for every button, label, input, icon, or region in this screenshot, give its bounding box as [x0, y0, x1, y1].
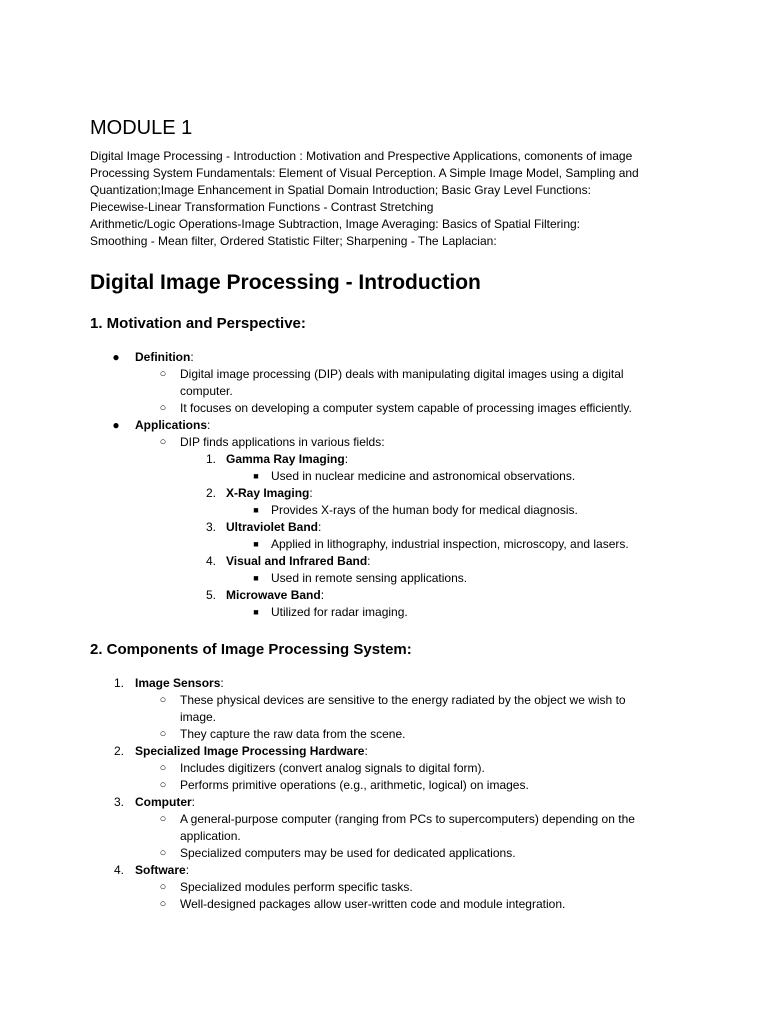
list-item: ○ Specialized computers may be used for dedicated applications. — [135, 845, 678, 862]
list-item: ○ Specialized modules perform specific tasks. — [135, 879, 678, 896]
application-field-item: 2. X-Ray Imaging: ■ Provides X-rays of the human body for medical diagnosis. — [180, 485, 678, 519]
list-item: ○ DIP finds applications in various fields: 1. Gamma Ray Imaging: ■ Used in nuclear medicine and astronomical observations. 2. X-Ray Imaging: ■ Provides X-rays of the human body for medical diagnosis. 3. Ultraviolet Band: ■ Applied in lithography, industrial inspection, microscopy, and lasers. 4. Visual and Infrared Band: ■ Used in remote sensing applications. 5. Microwave Band: ■ Utilized for radar imaging. — [135, 434, 678, 621]
module-title: MODULE 1 — [90, 117, 193, 139]
list-item: ○ It focuses on developing a computer system capable of processing images efficiently. — [135, 400, 678, 417]
list-item: ○ They capture the raw data from the scene. — [135, 726, 678, 743]
definition-sublist — [135, 366, 678, 417]
list-item: ○ These physical devices are sensitive to the energy radiated by the object we wish to image. — [135, 692, 678, 726]
applications-label: Applications — [135, 418, 208, 432]
square-marker: ■ — [253, 607, 259, 617]
circle-marker: ○ — [159, 881, 167, 893]
circle-marker: ○ — [159, 694, 167, 706]
syllabus-line: Quantization;Image Enhancement in Spatial Domain Introduction; Basic Gray Level Functions: — [90, 183, 591, 197]
application-field-item: 3. Ultraviolet Band: ■ Applied in lithography, industrial inspection, microscopy, and lasers. — [180, 519, 678, 553]
list-item: ○ A general-purpose computer (ranging from PCs to supercomputers) depending on the application. — [135, 811, 678, 845]
list-item: ○ Includes digitizers (convert analog signals to digital form). — [135, 760, 678, 777]
component-item: 2. Specialized Image Processing Hardware: ○ Includes digitizers (convert analog signals to digital form). ○ Performs primitive operations (e.g., arithmetic, logical) on images. — [90, 743, 678, 794]
section-heading-motivation: 1. Motivation and Perspective: — [90, 315, 306, 332]
circle-marker: ○ — [159, 436, 167, 448]
list-item: ○ Performs primitive operations (e.g., arithmetic, logical) on images. — [135, 777, 678, 794]
bullet-marker: ● — [112, 350, 120, 364]
syllabus-paragraph — [90, 148, 678, 250]
application-fields-list — [180, 451, 678, 621]
circle-marker: ○ — [159, 402, 167, 414]
list-item: ■ Used in remote sensing applications. — [226, 570, 678, 587]
square-marker: ■ — [253, 539, 259, 549]
section-heading-components: 2. Components of Image Processing System: — [90, 641, 412, 658]
circle-marker: ○ — [159, 779, 167, 791]
list-item: ○ Digital image processing (DIP) deals with manipulating digital images using a digital computer. — [135, 366, 678, 400]
applications-sublist — [135, 434, 678, 621]
application-field-item: 1. Gamma Ray Imaging: ■ Used in nuclear medicine and astronomical observations. — [180, 451, 678, 485]
circle-marker: ○ — [159, 898, 167, 910]
bullet-marker: ● — [112, 418, 120, 432]
component-item: 4. Software: ○ Specialized modules perform specific tasks. ○ Well-designed packages allow user-written code and module integration. — [90, 862, 678, 913]
syllabus-line: Smoothing - Mean filter, Ordered Statistic Filter; Sharpening - The Laplacian: — [90, 234, 497, 248]
syllabus-line: Arithmetic/Logic Operations-Image Subtraction, Image Averaging: Basics of Spatial Filtering: — [90, 217, 581, 231]
circle-marker: ○ — [159, 762, 167, 774]
list-item: ■ Utilized for radar imaging. — [226, 604, 678, 621]
components-list — [90, 675, 678, 913]
list-item-applications: ● Applications: ○ DIP finds applications in various fields: 1. Gamma Ray Imaging: ■ Used in nuclear medicine and astronomical observations. 2. X-Ray Imaging: ■ Provides X-rays of the human body for medical diagnosis. 3. Ultraviolet Band: ■ Applied in lithography, industrial inspection, microscopy, and lasers. 4. Visual and Infrared Band: ■ Used in remote sensing applications. 5. Microwave Band: ■ Utilized for radar imaging. — [90, 417, 678, 621]
circle-marker: ○ — [159, 813, 167, 825]
list-item-definition: ● Definition: ○ Digital image processing (DIP) deals with manipulating digital images using a digital computer. ○ It focuses on developing a computer system capable of processing images efficiently. — [90, 349, 678, 417]
motivation-list — [90, 349, 678, 621]
application-field-item: 4. Visual and Infrared Band: ■ Used in remote sensing applications. — [180, 553, 678, 587]
list-item: ■ Applied in lithography, industrial inspection, microscopy, and lasers. — [226, 536, 678, 553]
list-item: ○ Well-designed packages allow user-written code and module integration. — [135, 896, 678, 913]
square-marker: ■ — [253, 505, 259, 515]
application-field-item: 5. Microwave Band: ■ Utilized for radar imaging. — [180, 587, 678, 621]
circle-marker: ○ — [159, 368, 167, 380]
syllabus-line: Piecewise-Linear Transformation Functions - Contrast Stretching — [90, 200, 434, 214]
main-heading: Digital Image Processing - Introduction — [90, 271, 481, 294]
syllabus-line: Digital Image Processing - Introduction : Motivation and Prespective Applications, comonents of image — [90, 149, 633, 163]
list-item: ■ Used in nuclear medicine and astronomical observations. — [226, 468, 678, 485]
syllabus-line: Processing System Fundamentals: Element of Visual Perception. A Simple Image Model, Sampling and — [90, 166, 639, 180]
circle-marker: ○ — [159, 728, 167, 740]
list-item: ■ Provides X-rays of the human body for medical diagnosis. — [226, 502, 678, 519]
circle-marker: ○ — [159, 847, 167, 859]
square-marker: ■ — [253, 471, 259, 481]
square-marker: ■ — [253, 573, 259, 583]
component-item: 1. Image Sensors: ○ These physical devices are sensitive to the energy radiated by the object we wish to image. ○ They capture the raw data from the scene. — [90, 675, 678, 743]
component-item: 3. Computer: ○ A general-purpose computer (ranging from PCs to supercomputers) depending on the application. ○ Specialized computers may be used for dedicated applications. — [90, 794, 678, 862]
definition-label: Definition — [135, 350, 191, 364]
